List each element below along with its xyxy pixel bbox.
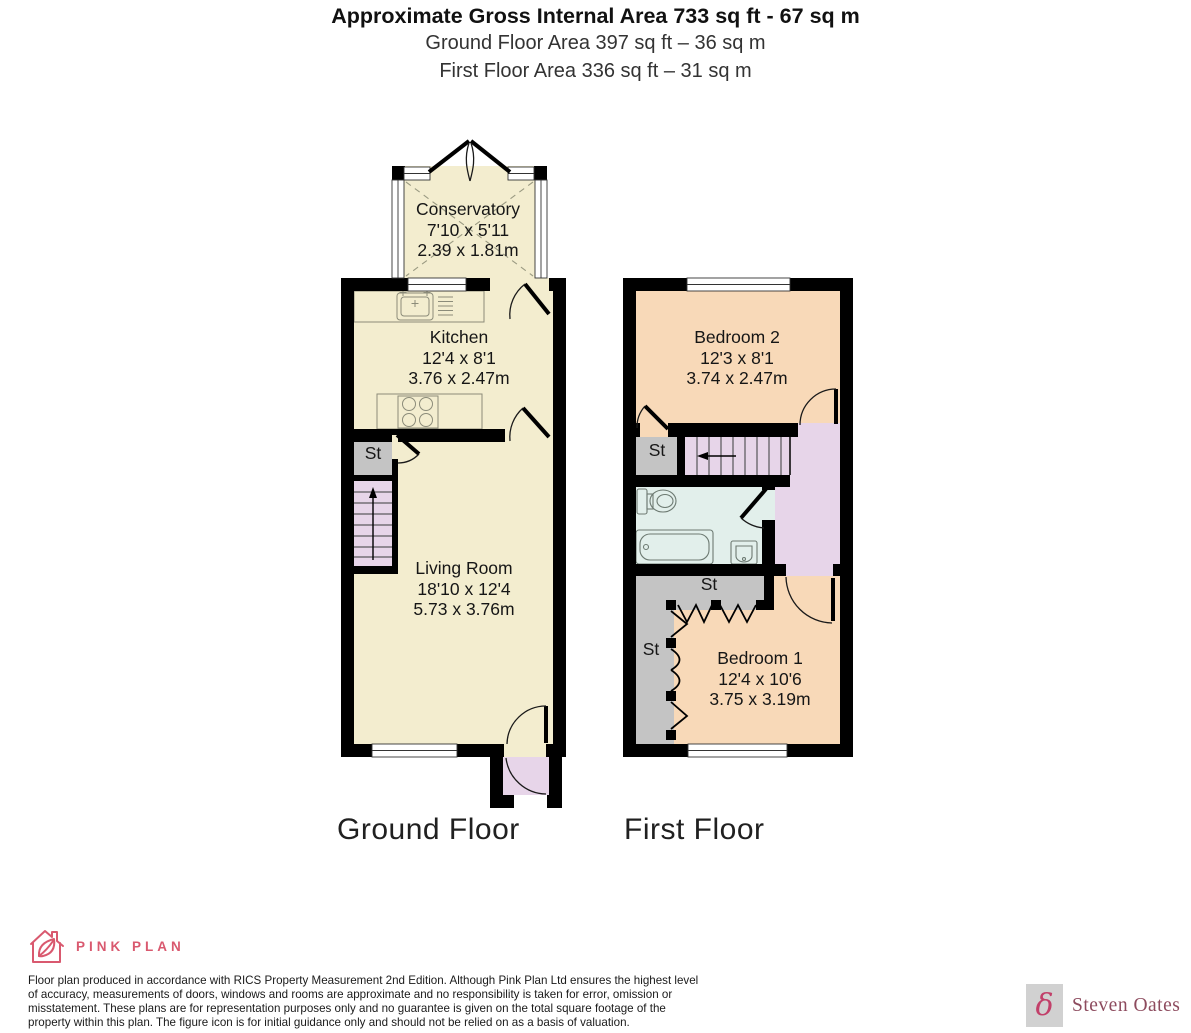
kitchen-label: Kitchen 12'4 x 8'1 3.76 x 2.47m	[408, 327, 510, 388]
conservatory-label: Conservatory 7'10 x 5'11 2.39 x 1.81m	[415, 199, 521, 260]
first-floor-area-subtitle: First Floor Area 336 sq ft – 31 sq m	[439, 60, 752, 82]
disclaimer-text: Floor plan produced in accordance with RICS Property Measurement 2nd Edition. Although Pink Plan Ltd ensures the highest level of accuracy, measurements of doors, windows and rooms are approximate and no responsibility is taken for error, omission or misstatement. These plans are for representation purposes only and no guarantee is given on the total square footage of the property within this plan. The figure icon is for initial guidance only and should not be relied on as a basis of valuation.	[28, 974, 699, 1029]
ground-floor-caption: Ground Floor	[337, 813, 520, 846]
agent-logo	[1026, 984, 1180, 1027]
agent-name: Steven Oates	[1072, 994, 1181, 1016]
pink-plan-house-icon	[27, 926, 67, 968]
bedroom1-storage-left-floor	[636, 610, 674, 744]
landing-storage-label: St	[648, 440, 666, 460]
first-floor-caption: First Floor	[624, 813, 765, 846]
living-room-label: Living Room 18'10 x 12'4 5.73 x 3.76m	[413, 558, 515, 619]
ground-storage-label: St	[364, 443, 382, 463]
bedroom1-storage-left-label: St	[642, 639, 660, 659]
bedroom2-label: Bedroom 2 12'3 x 8'1 3.74 x 2.47m	[686, 327, 788, 388]
bedroom1-storage-top-label: St	[700, 574, 718, 594]
conservatory-window-left	[392, 180, 404, 278]
bathroom-floor	[636, 487, 762, 564]
conservatory-window-right	[535, 180, 547, 278]
conservatory-window-top-right	[508, 167, 534, 180]
living-room-window	[372, 744, 457, 757]
conservatory-window-top-left	[404, 167, 430, 180]
delta-icon: δ	[1035, 987, 1054, 1023]
agent-logo-box	[1026, 984, 1063, 1027]
page-title: Approximate Gross Internal Area 733 sq ft - 67 sq m	[331, 4, 860, 28]
bedroom1-label: Bedroom 1 12'4 x 10'6 3.75 x 3.19m	[709, 648, 811, 709]
kitchen-window	[408, 278, 466, 291]
landing-floor	[775, 487, 840, 576]
ground-floor-area-subtitle: Ground Floor Area 397 sq ft – 36 sq m	[425, 32, 766, 54]
bedroom2-window	[687, 278, 790, 291]
bedroom1-window	[688, 744, 787, 757]
pink-plan-wordmark: PINK PLAN	[76, 939, 185, 954]
